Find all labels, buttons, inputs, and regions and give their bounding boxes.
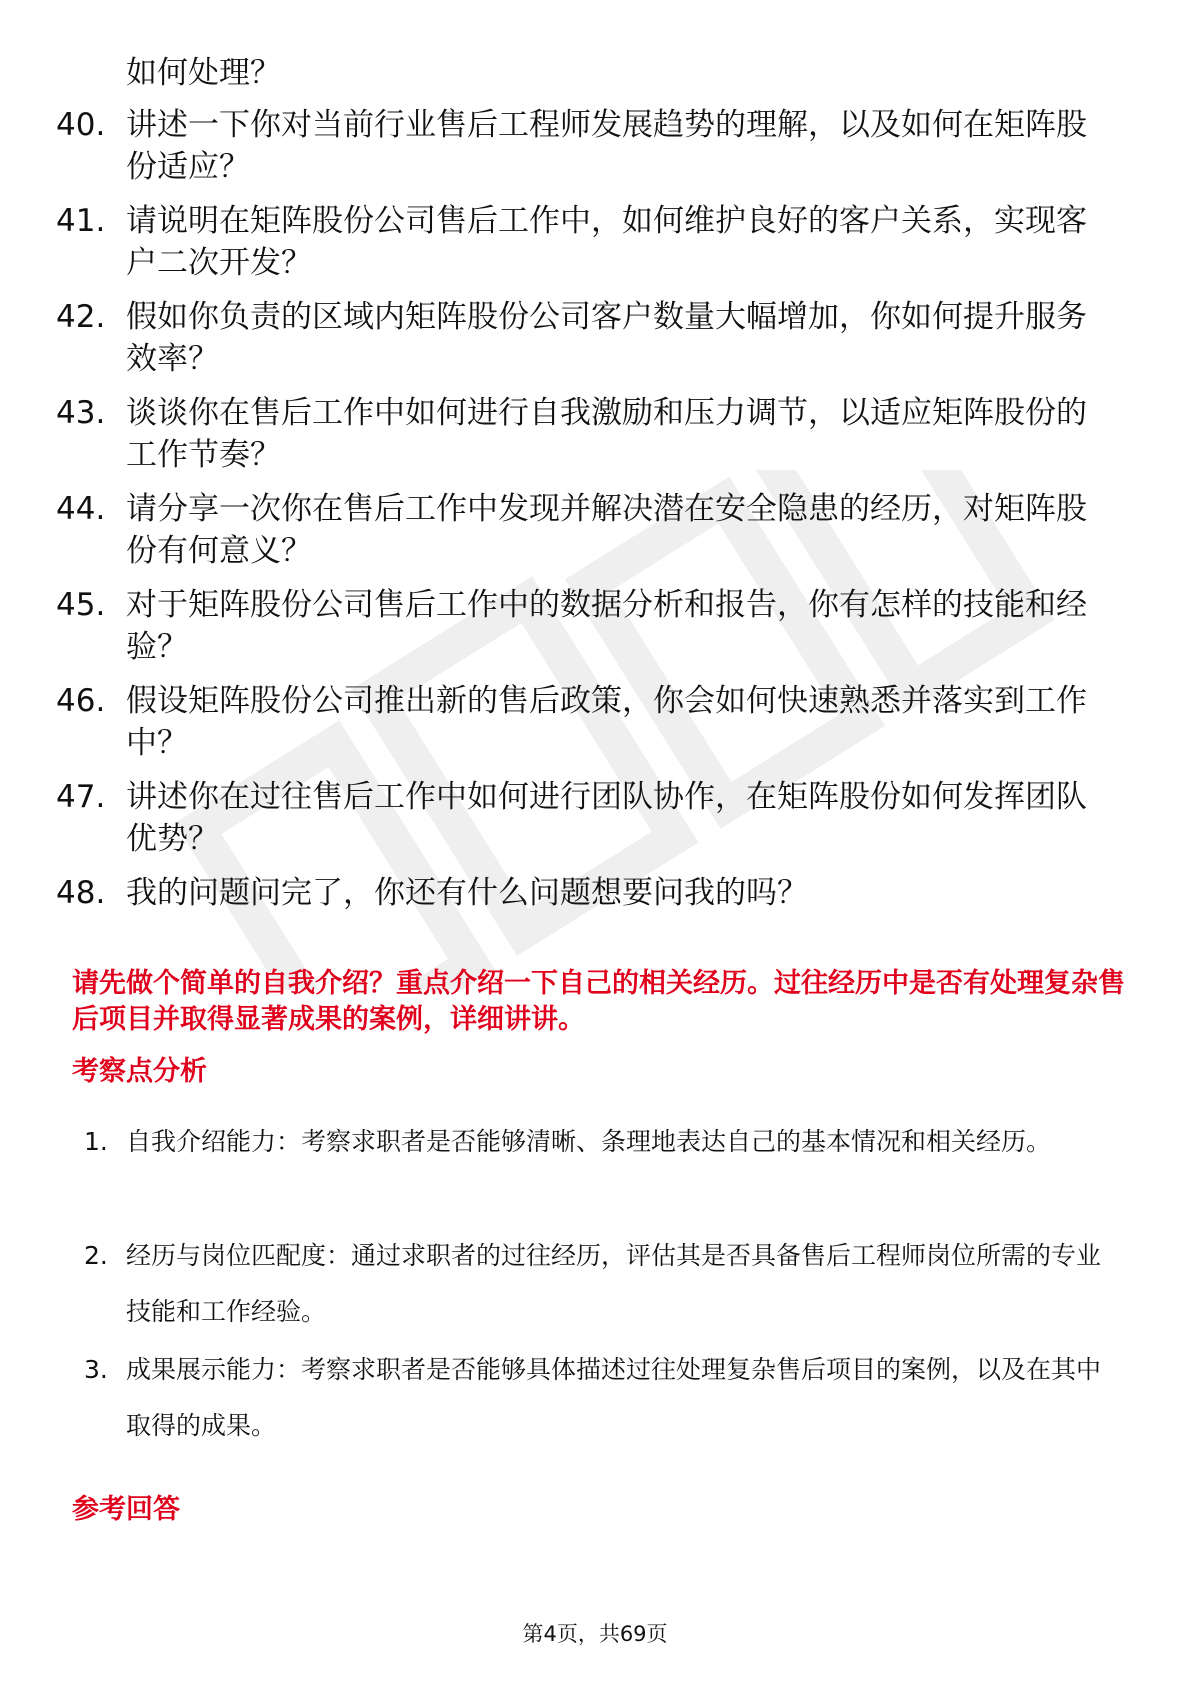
question-text: 对于矩阵股份公司售后工作中的数据分析和报告，你有怎样的技能和经验？ bbox=[126, 587, 1087, 665]
question-number: 48. bbox=[56, 875, 106, 911]
analysis-item bbox=[84, 1342, 1124, 1454]
question-text: 请分享一次你在售后工作中发现并解决潜在安全隐患的经历，对矩阵股份有何意义？ bbox=[126, 491, 1087, 569]
page-footer: 第4页，共69页 bbox=[522, 1622, 668, 1646]
question-number: 41. bbox=[56, 203, 106, 239]
question-text: 请说明在矩阵股份公司售后工作中，如何维护良好的客户关系，实现客户二次开发？ bbox=[126, 203, 1087, 281]
question-number: 40. bbox=[56, 107, 106, 143]
question-item bbox=[56, 776, 1116, 860]
question-number: 47. bbox=[56, 779, 106, 815]
section-heading-analysis: 考察点分析 bbox=[72, 1056, 207, 1087]
analysis-item bbox=[84, 1228, 1124, 1340]
analysis-number: 1. bbox=[84, 1127, 108, 1156]
analysis-item bbox=[84, 1114, 1124, 1170]
question-item bbox=[56, 104, 1116, 188]
question-number: 42. bbox=[56, 299, 106, 335]
question-item bbox=[56, 392, 1116, 476]
continuation-text: 如何处理？ bbox=[126, 55, 281, 91]
analysis-text: 成果展示能力：考察求职者是否能够具体描述过往处理复杂售后项目的案例，以及在其中取得的成果。 bbox=[126, 1355, 1102, 1440]
question-number: 45. bbox=[56, 587, 106, 623]
analysis-text: 自我介绍能力：考察求职者是否能够清晰、条理地表达自己的基本情况和相关经历。 bbox=[126, 1127, 1052, 1156]
analysis-text: 经历与岗位匹配度：通过求职者的过往经历，评估其是否具备售后工程师岗位所需的专业技能和工作经验。 bbox=[126, 1241, 1102, 1326]
analysis-number: 3. bbox=[84, 1355, 108, 1384]
question-number: 46. bbox=[56, 683, 106, 719]
analysis-number: 2. bbox=[84, 1241, 108, 1270]
question-item bbox=[56, 584, 1116, 668]
question-item bbox=[56, 200, 1116, 284]
question-text: 我的问题问完了，你还有什么问题想要问我的吗？ bbox=[126, 875, 808, 911]
question-text: 讲述一下你对当前行业售后工程师发展趋势的理解，以及如何在矩阵股份适应？ bbox=[126, 107, 1087, 185]
question-number: 44. bbox=[56, 491, 106, 527]
question-text: 假如你负责的区域内矩阵股份公司客户数量大幅增加，你如何提升服务效率？ bbox=[126, 299, 1087, 377]
question-text: 讲述你在过往售后工作中如何进行团队协作，在矩阵股份如何发挥团队优势？ bbox=[126, 779, 1087, 857]
question-item bbox=[56, 488, 1116, 572]
question-text: 假设矩阵股份公司推出新的售后政策，你会如何快速熟悉并落实到工作中？ bbox=[126, 683, 1087, 761]
question-item bbox=[56, 872, 1116, 914]
highlight-question: 请先做个简单的自我介绍？重点介绍一下自己的相关经历。过往经历中是否有处理复杂售后项目并取得显著成果的案例，详细讲讲。 bbox=[72, 968, 1125, 1035]
question-text: 谈谈你在售后工作中如何进行自我激励和压力调节，以适应矩阵股份的工作节奏？ bbox=[126, 395, 1087, 473]
question-item bbox=[56, 296, 1116, 380]
question-item bbox=[56, 680, 1116, 764]
section-heading-answer: 参考回答 bbox=[72, 1494, 180, 1525]
question-number: 43. bbox=[56, 395, 106, 431]
